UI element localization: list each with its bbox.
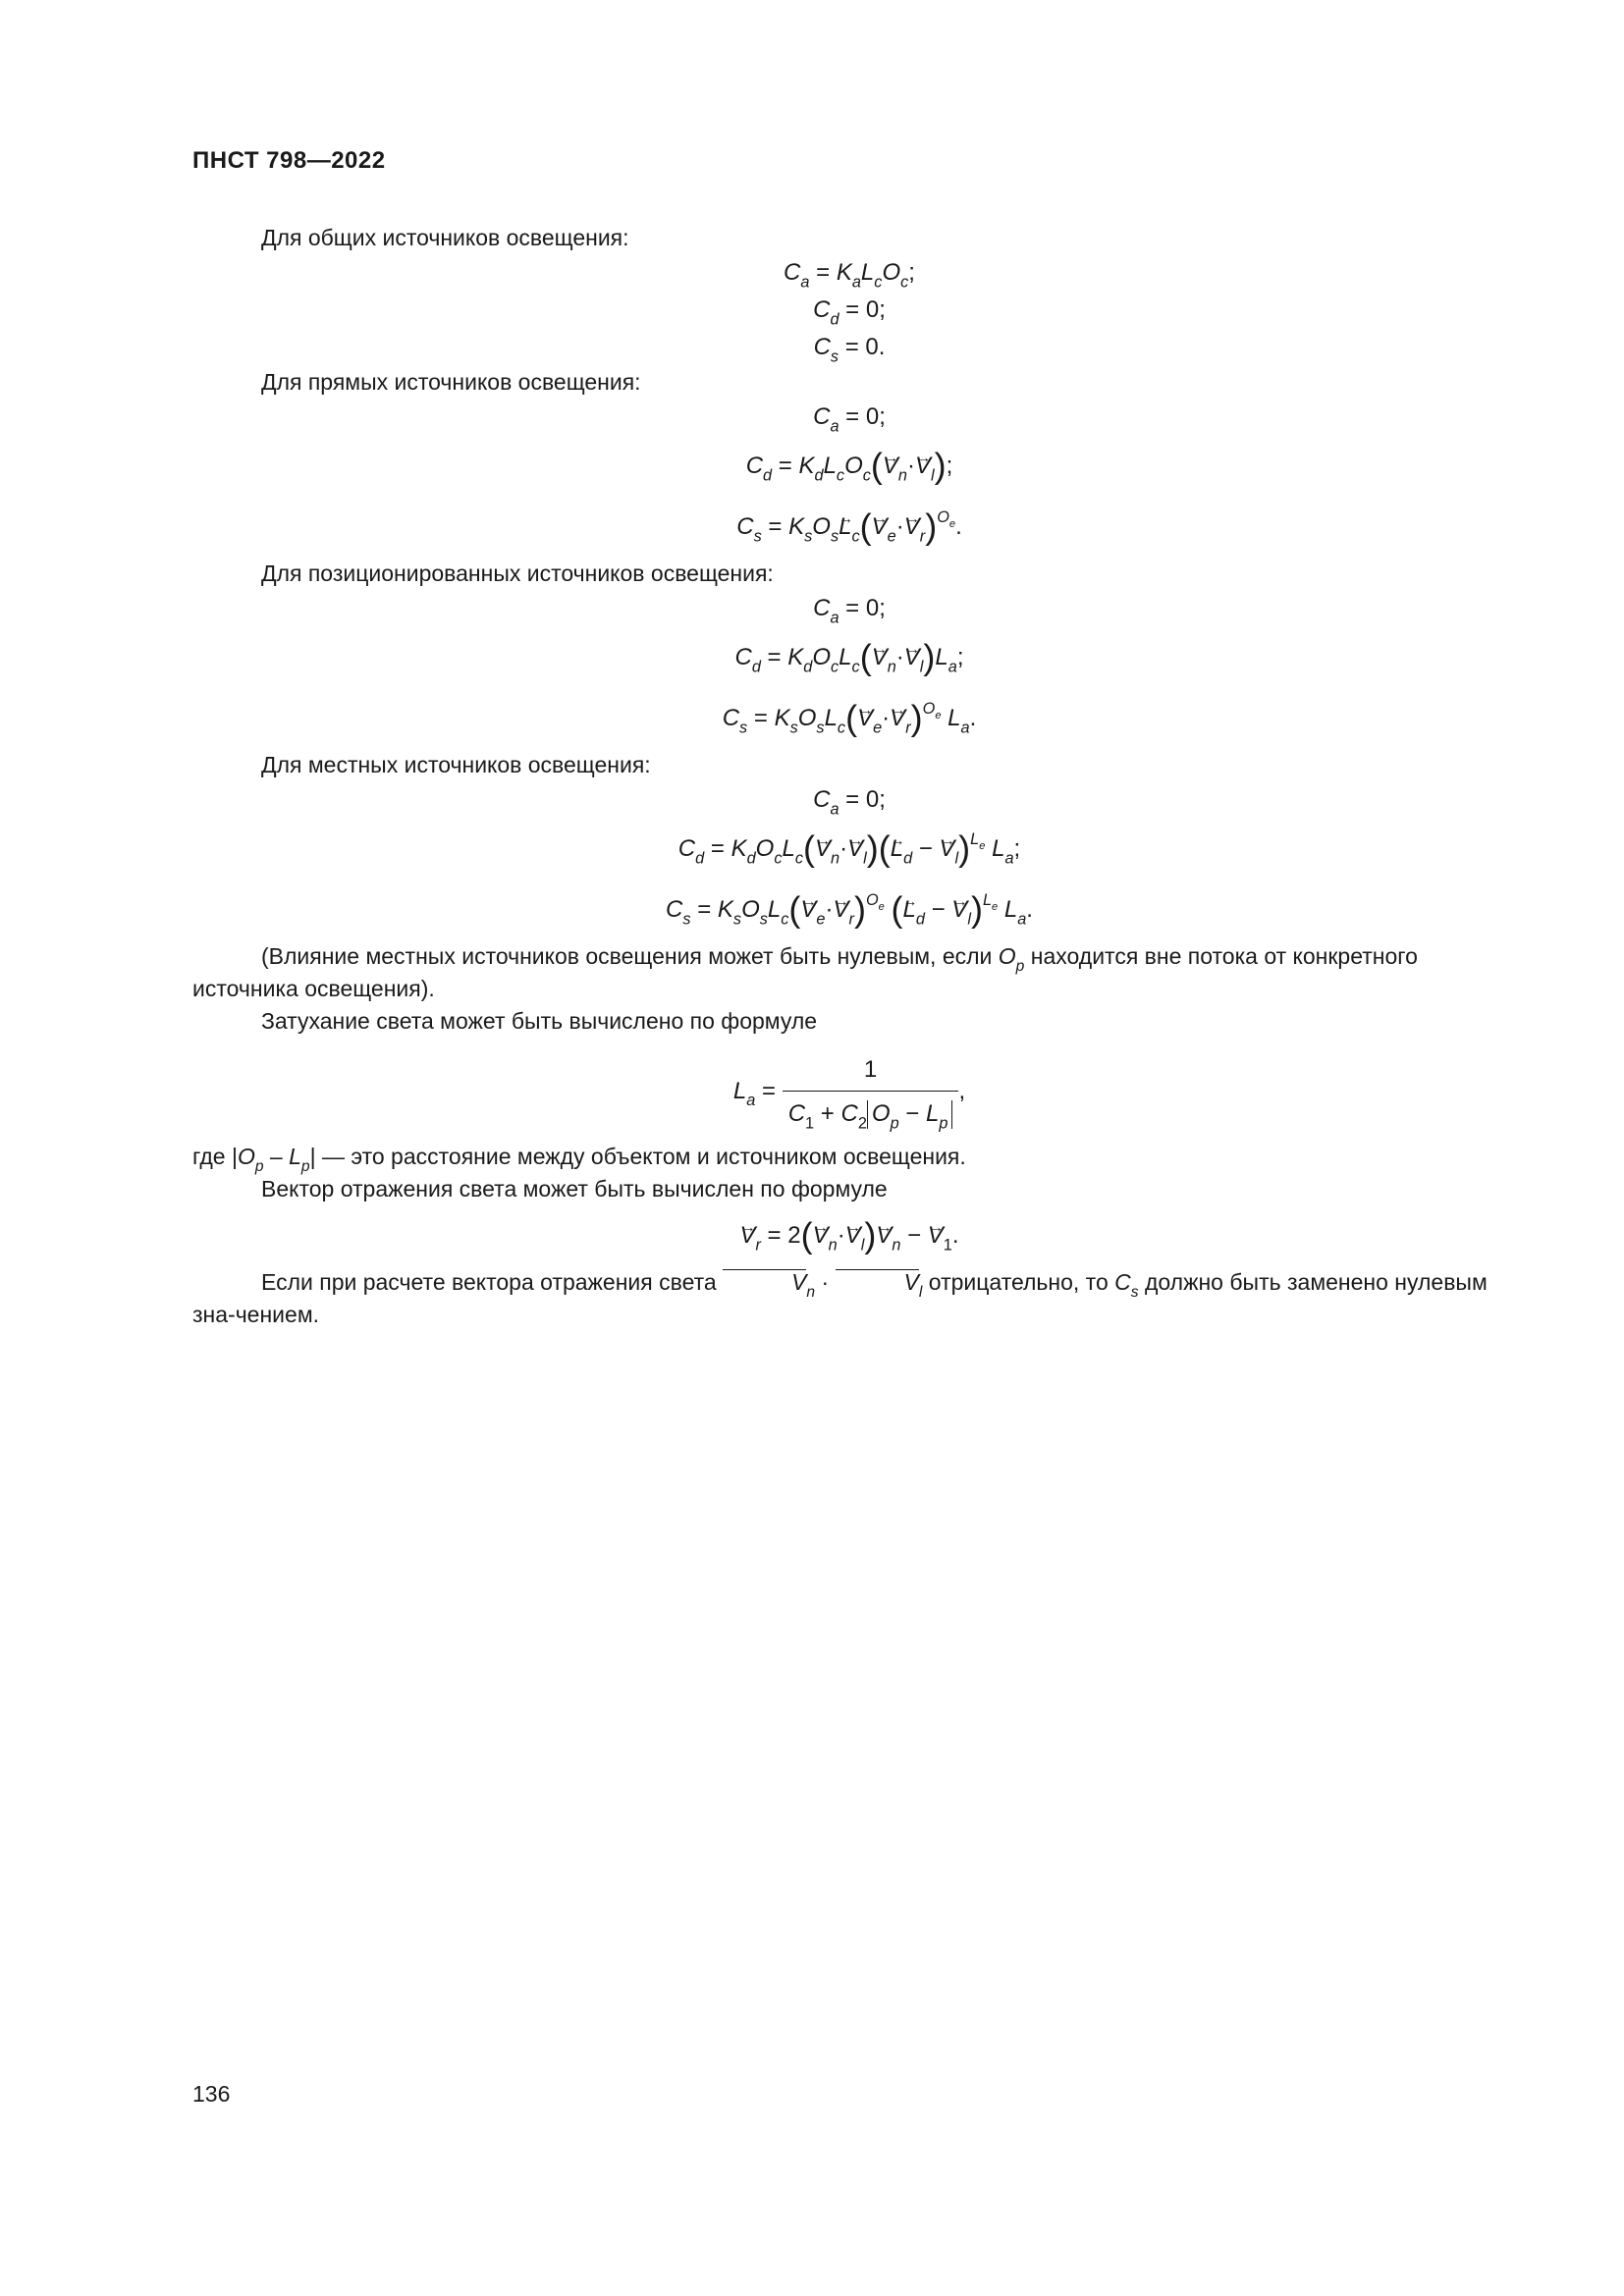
page-number: 136 xyxy=(192,2081,231,2107)
formula-spot-cs: $C_s = K_sO_sL_c(\to V_e\cdot\to V_r)^{O_e}$ (→ $L_d$ − → $V_l)^{L_e}$ $L_a$. xyxy=(192,880,1506,940)
formula-general-ca: $C_a = K_aL_cO_c$; xyxy=(784,259,915,292)
formula-directional-ca: $C_a = 0$; xyxy=(813,403,886,436)
document-body xyxy=(192,222,1506,1331)
paragraph-attenuation-intro: Затухание света может быть вычислено по формуле xyxy=(261,1008,818,1034)
paragraph-reflection-intro: Вектор отражения света может быть вычислен по формуле xyxy=(261,1176,888,1201)
formula-general-cs: $C_s = 0$. xyxy=(813,334,886,366)
formula-directional-cd: $C_d = K_dL_cO_c(\to V_n\cdot\to V_l)$; xyxy=(192,436,1506,497)
formula-attenuation: $L_a$ = $\frac{1}{C_1 + C_2 O_p - L_p}$ , xyxy=(192,1038,1506,1141)
heading-positional-sources: Для позиционированных источников освещения: xyxy=(261,561,774,586)
formula-reflection: → $V_r = 2(\to V_n\cdot\to V_l)\to V_n$ − → $V_1$. xyxy=(192,1205,1506,1266)
paragraph-negative-note: Если при расчете вектора отражения света $V_n \cdot V_l$ отрицательно, то $C_s$ должно быть заменено нулевым зна-чением. xyxy=(192,1269,1488,1327)
heading-spot-sources: Для местных источников освещения: xyxy=(261,752,651,777)
paragraph-influence-note: (Влияние местных источников освещения может быть нулевым, если $O_p$ находится вне потока от конкретного источника освещения). xyxy=(192,943,1418,1001)
formula-directional-cs: $C_s = K_sO_s\to L_c(\to V_e\cdot\to V_r)^{O_e}$. xyxy=(192,497,1506,558)
formula-spot-ca: $C_a = 0$; xyxy=(813,786,886,819)
formula-positional-ca: $C_a = 0$; xyxy=(813,595,886,627)
heading-directional-sources: Для прямых источников освещения: xyxy=(261,369,641,395)
formula-spot-cd: $C_d = K_dO_cL_c(\to V_n\cdot\to V_l)(\to L_d$ − → $V_l)^{L_e}$ $L_a$; xyxy=(192,819,1506,880)
formula-positional-cs: $C_s = K_sO_sL_c(\to V_e\cdot\to V_r)^{O_e}$ $L_a$. xyxy=(192,688,1506,749)
formula-general-cd: $C_d = 0$; xyxy=(813,296,886,329)
paragraph-where: где $|O_p - L_p|$ — это расстояние между объектом и источником освещения. xyxy=(192,1144,966,1176)
document-header: ПНСТ 798—2022 xyxy=(192,147,386,174)
heading-general-sources: Для общих источников освещения: xyxy=(261,225,629,250)
formula-positional-cd: $C_d = K_dO_cL_c(\to V_n\cdot\to V_l)L_a$; xyxy=(192,627,1506,688)
